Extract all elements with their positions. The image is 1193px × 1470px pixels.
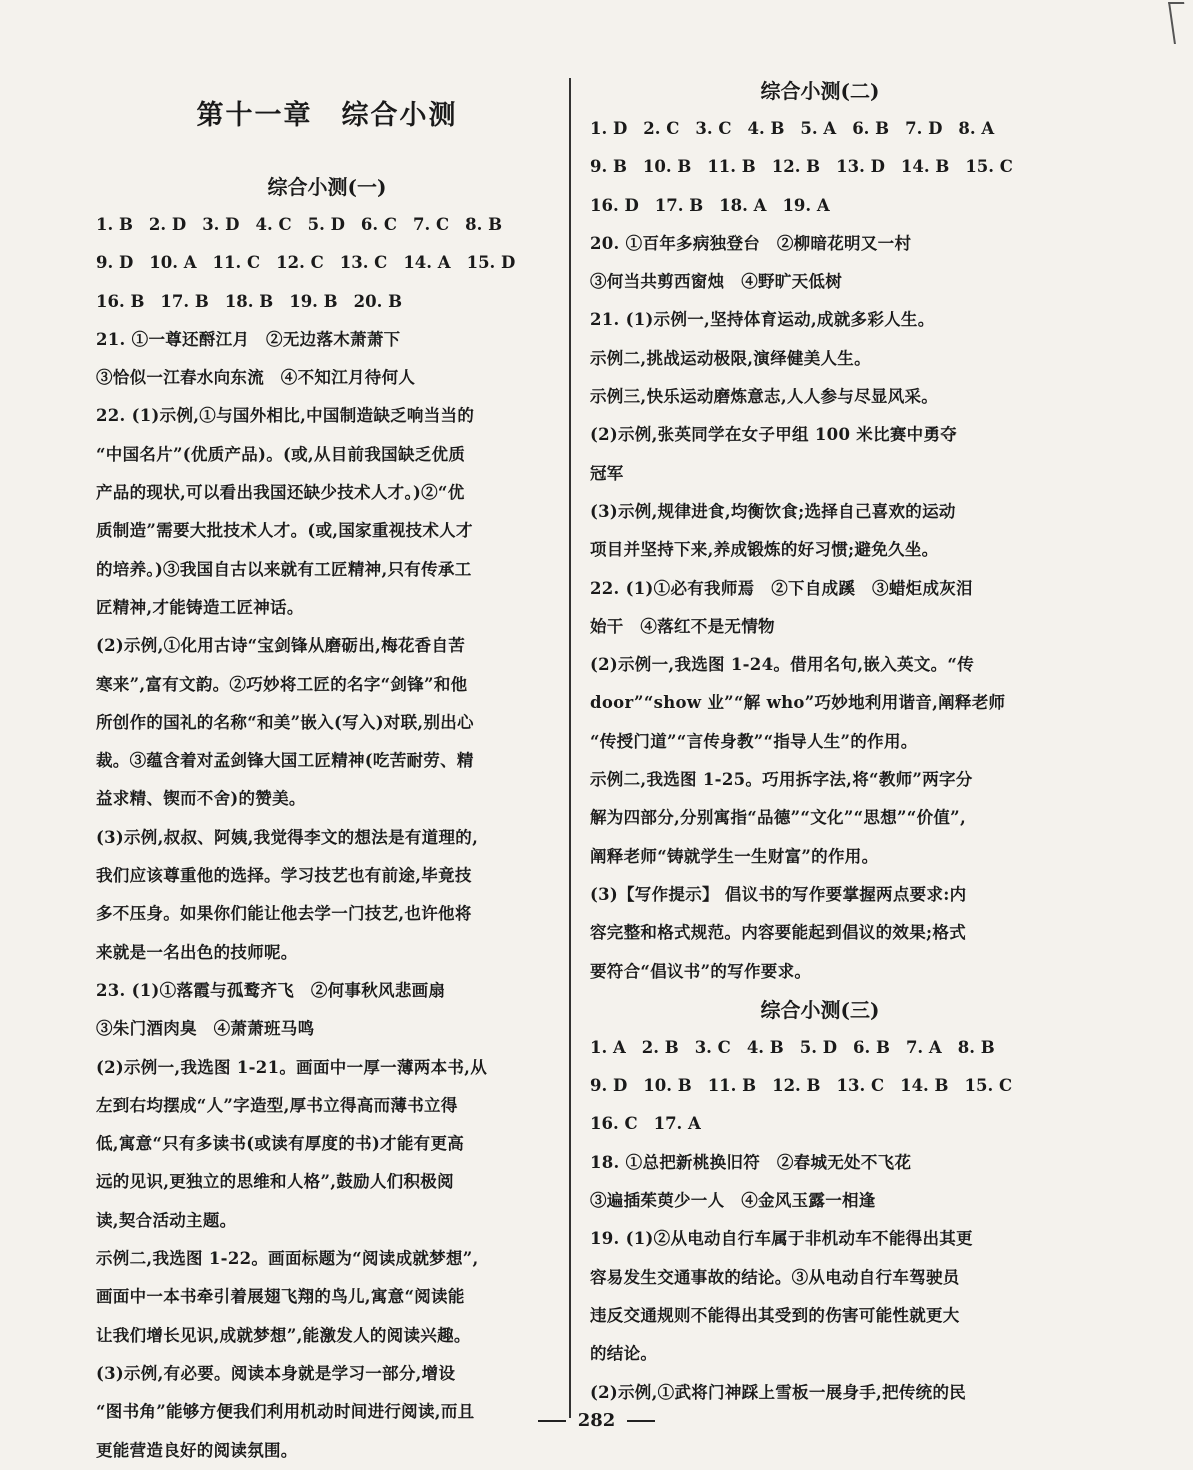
corner-mark [1168, 2, 1190, 44]
text-line: 22. (1)示例,①与国外相比,中国制造缺乏响当当的 [96, 406, 475, 426]
text-line: 产品的现状,可以看出我国还缺少技术人才。)②“优 [96, 483, 465, 503]
text-line: “传授门道”“言传身教”“指导人生”的作用。 [590, 731, 918, 751]
mc-answer: 19. A [782, 195, 830, 215]
section-title-2: 综合小测(二) [760, 79, 880, 103]
mc-answer: 16. D [590, 195, 639, 215]
text-line: 违反交通规则不能得出其受到的伤害可能性就更大 [590, 1305, 960, 1325]
text-line: 多不压身。如果你们能让他去学一门技艺,也许他将 [96, 904, 472, 924]
mc-answer: 5. A [800, 119, 837, 138]
text-line: (2)示例一,我选图 1-21。画面中一厚一薄两本书,从 [96, 1057, 488, 1077]
mc-row [590, 1067, 1050, 1105]
text-line: (3)【写作提示】 倡议书的写作要掌握两点要求:内 [590, 884, 967, 904]
dash-right [627, 1420, 655, 1422]
text-line: 始干 ④落红不是无情物 [590, 616, 775, 636]
mc-answer: 13. C [836, 1076, 885, 1096]
text-line: (2)示例,①化用古诗“宝剑锋从磨砺出,梅花香自苦 [96, 636, 466, 656]
mc-answers-3 [590, 1029, 1050, 1144]
text-line: 23. (1)①落霞与孤鹜齐飞 ②何事秋风悲画扇 [96, 980, 446, 1000]
mc-answer: 7. D [905, 119, 943, 138]
text-line: 21. ①一尊还酹江月 ②无边落木萧萧下 [96, 329, 401, 349]
mc-answer: 17. B [654, 195, 704, 215]
text-line: 匠精神,才能铸造工匠神话。 [96, 597, 304, 617]
text-line: (2)示例,①武将门神踩上雪板一展身手,把传统的民 [590, 1382, 967, 1402]
mc-answer: 2. D [148, 215, 187, 234]
text-line: 寒来”,富有文韵。②巧妙将工匠的名字“剑锋”和他 [96, 674, 468, 694]
text-line: 远的见识,更独立的思维和人格”,鼓励人们积极阅 [96, 1172, 454, 1192]
right-column [590, 79, 1050, 1412]
mc-answers-2 [590, 110, 1050, 225]
text-line: 画面中一本书牵引着展翅飞翔的鸟儿,寓意“阅读能 [96, 1287, 465, 1307]
mc-row [590, 110, 1050, 148]
section-title-3: 综合小测(三) [760, 997, 880, 1022]
mc-answer: 20. B [353, 291, 403, 311]
mc-answer: 1. A [590, 1037, 626, 1057]
text-line: 18. ①总把新桃换旧符 ②春城无处不飞花 [590, 1152, 912, 1172]
text-line: 20. ①百年多病独登台 ②柳暗花明又一村 [590, 233, 912, 253]
text-line: 裁。③蕴含着对孟剑锋大国工匠精神(吃苦耐劳、精 [96, 751, 474, 771]
mc-answer: 4. B [746, 1037, 784, 1057]
text-line: 所创作的国礼的名称“和美”嵌入(写入)对联,别出心 [96, 712, 474, 732]
text-line: “中国名片”(优质产品)。(或,从目前我国缺乏优质 [96, 444, 466, 464]
text-line: 容完整和格式规范。内容要能起到倡议的效果;格式 [590, 923, 966, 943]
dash-left [538, 1420, 566, 1422]
text-line: 低,寓意“只有多读书(或读有厚度的书)才能有更高 [96, 1134, 465, 1154]
text-line: 的培养。)③我国自古以来就有工匠精神,只有传承工 [96, 559, 472, 579]
text-line: door”“show 业”“解 who”巧妙地利用谐音,阐释老师 [590, 693, 1006, 713]
answer-lines-1 [96, 321, 558, 1470]
mc-answer: 1. D [590, 119, 628, 138]
mc-answer: 14. B [900, 1076, 949, 1096]
answer-lines-2 [590, 225, 1050, 991]
mc-row [590, 148, 1050, 186]
mc-answer: 14. B [900, 157, 950, 177]
mc-answer: 10. B [643, 1076, 692, 1096]
text-line: (3)示例,叔叔、阿姨,我觉得李文的想法是有道理的, [96, 827, 479, 847]
text-line: 示例二,挑战运动极限,演绎健美人生。 [590, 348, 871, 368]
text-line: “图书角”能够方便我们利用机动时间进行阅读,而且 [96, 1402, 475, 1422]
answer-lines-3 [590, 1144, 1050, 1412]
mc-answer: 12. C [276, 253, 324, 273]
mc-answer: 12. B [772, 1076, 821, 1096]
text-line: 让我们增长见识,成就梦想”,能激发人的阅读兴趣。 [96, 1325, 471, 1345]
mc-row [96, 244, 558, 282]
mc-answer: 11. C [212, 253, 261, 273]
mc-answer: 3. C [695, 119, 732, 138]
mc-answer: 8. A [958, 119, 995, 138]
text-line: 要符合“倡议书”的写作要求。 [590, 961, 812, 981]
text-line: 更能营造良好的阅读氛围。 [96, 1440, 298, 1460]
mc-row [96, 206, 558, 244]
mc-answer: 11. B [707, 1076, 757, 1096]
text-line: 我们应该尊重他的选择。学习技艺也有前途,毕竟技 [96, 866, 472, 886]
page-number-text: 282 [577, 1410, 616, 1431]
chapter-title: 第十一章 综合小测 [196, 100, 458, 131]
mc-answer: 13. D [836, 157, 885, 177]
mc-answer: 9. B [590, 157, 627, 177]
text-line: (2)示例一,我选图 1-24。借用名句,嵌入英文。“传 [590, 655, 975, 675]
text-line: ③朱门酒肉臭 ④萧萧班马鸣 [96, 1019, 315, 1039]
mc-answer: 9. D [96, 253, 134, 273]
mc-answer: 5. D [307, 215, 345, 234]
mc-answer: 5. D [799, 1037, 838, 1057]
mc-answer: 1. B [96, 215, 133, 234]
page-number [0, 1410, 1193, 1431]
mc-answer: 6. B [853, 1037, 890, 1057]
text-line: (2)示例,张英同学在女子甲组 100 米比赛中勇夺 [590, 425, 958, 445]
left-column [96, 82, 558, 1470]
text-line: 阐释老师“铸就学生一生财富”的作用。 [590, 846, 879, 866]
mc-answers-1 [96, 206, 558, 321]
mc-answer: 18. A [719, 195, 767, 215]
mc-row [590, 1029, 1050, 1067]
mc-answer: 8. B [957, 1037, 995, 1057]
text-line: ③何当共剪西窗烛 ④野旷天低树 [590, 272, 842, 292]
mc-answer: 12. B [771, 157, 821, 177]
mc-answer: 13. C [339, 253, 388, 273]
section-title-1: 综合小测(一) [267, 175, 387, 199]
text-line: 19. (1)②从电动自行车属于非机动车不能得出其更 [590, 1229, 973, 1249]
text-line: 示例三,快乐运动磨炼意志,人人参与尽显风采。 [590, 387, 939, 407]
text-line: 解为四部分,分别寓指“品德”“文化”“思想”“价值”, [590, 808, 967, 828]
mc-answer: 3. C [694, 1037, 731, 1057]
mc-answer: 16. C [590, 1114, 638, 1134]
text-line: ③恰似一江春水向东流 ④不知江月待何人 [96, 368, 416, 388]
mc-answer: 4. C [255, 215, 292, 234]
text-line: 21. (1)示例一,坚持体育运动,成就多彩人生。 [590, 310, 935, 330]
mc-answer: 3. D [202, 215, 240, 234]
text-line: 读,契合活动主题。 [96, 1210, 237, 1230]
text-line: ③遍插茱萸少一人 ④金风玉露一相逢 [590, 1191, 876, 1211]
mc-row [590, 187, 1050, 225]
mc-answer: 10. A [149, 253, 197, 273]
text-line: 示例二,我选图 1-22。画面标题为“阅读成就梦想”, [96, 1249, 479, 1269]
mc-answer: 16. B [96, 291, 145, 311]
mc-answer: 15. C [964, 1076, 1013, 1096]
mc-answer: 8. B [465, 215, 503, 234]
text-line: 22. (1)①必有我师焉 ②下自成蹊 ③蜡炬成灰泪 [590, 578, 973, 598]
mc-answer: 14. A [403, 253, 451, 273]
mc-row [96, 283, 558, 321]
text-line: (3)示例,有必要。阅读本身就是学习一部分,增设 [96, 1363, 456, 1383]
text-line: 项目并坚持下来,养成锻炼的好习惯;避免久坐。 [590, 540, 939, 560]
mc-answer: 15. D [466, 253, 516, 273]
mc-answer: 6. B [852, 119, 890, 138]
mc-answer: 9. D [590, 1076, 628, 1096]
mc-row [590, 1105, 1050, 1143]
mc-answer: 10. B [642, 157, 692, 177]
text-line: 示例二,我选图 1-25。巧用拆字法,将“教师”两字分 [590, 770, 973, 790]
text-line: 冠军 [590, 463, 624, 483]
mc-answer: 17. B [160, 291, 209, 311]
mc-answer: 15. C [965, 157, 1013, 177]
text-line: (3)示例,规律进食,均衡饮食;选择自己喜欢的运动 [590, 501, 956, 521]
mc-answer: 4. B [747, 119, 785, 138]
text-line: 左到右均摆成“人”字造型,厚书立得高而薄书立得 [96, 1095, 458, 1115]
column-divider [569, 78, 571, 1418]
mc-answer: 17. A [653, 1114, 701, 1134]
mc-answer: 7. A [905, 1037, 942, 1057]
mc-answer: 7. C [412, 215, 450, 234]
mc-answer: 11. B [707, 157, 756, 177]
text-line: 益求精、锲而不舍)的赞美。 [96, 789, 306, 809]
mc-answer: 2. B [641, 1037, 679, 1057]
mc-answer: 18. B [224, 291, 274, 311]
mc-answer: 2. C [643, 119, 680, 138]
mc-answer: 6. C [360, 215, 397, 234]
text-line: 容易发生交通事故的结论。③从电动自行车驾驶员 [590, 1267, 960, 1287]
mc-answer: 19. B [289, 291, 338, 311]
text-line: 的结论。 [590, 1344, 658, 1364]
text-line: 质制造”需要大批技术人才。(或,国家重视技术人才 [96, 521, 473, 541]
text-line: 来就是一名出色的技师呢。 [96, 942, 298, 962]
